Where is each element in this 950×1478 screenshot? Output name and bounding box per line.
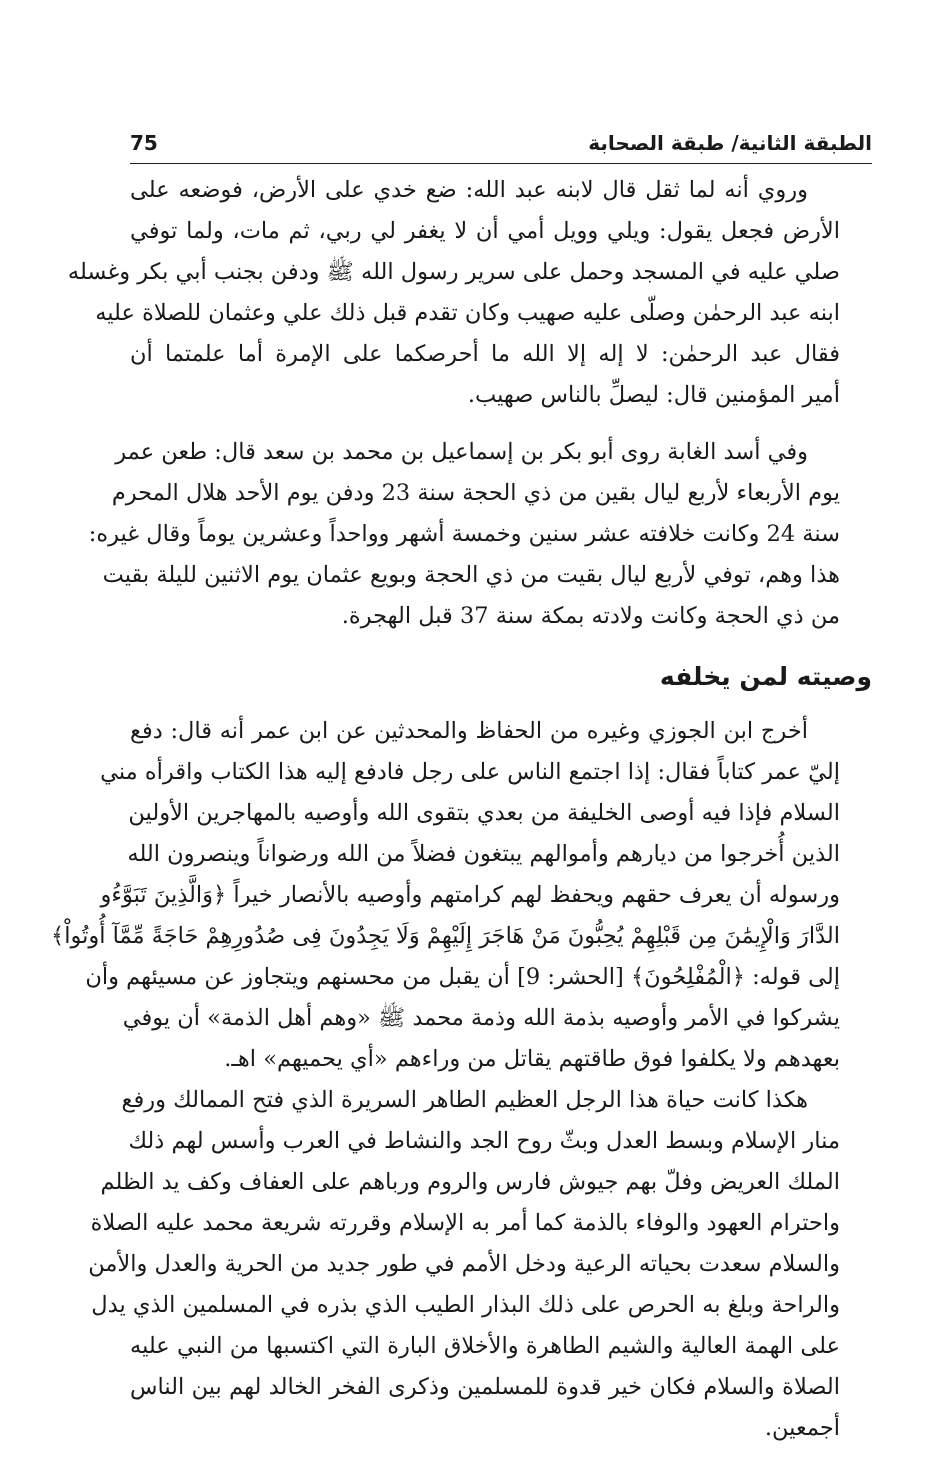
text-line: إليّ عمر كتاباً فقال: إذا اجتمع الناس على رجل فادفع إليه هذا الكتاب واقرأه مني [100, 759, 840, 785]
text-line: إلى قوله: ﴿الْمُفْلِحُونَ﴾ [الحشر: 9] أن يقبل من محسنهم ويتجاوز عن مسيئهم وأن [85, 964, 840, 990]
text-line: أخرج ابن الجوزي وغيره من الحفاظ والمحدثين عن ابن عمر أنه قال: دفع [130, 718, 808, 744]
text-line: واحترام العهود والوفاء بالذمة كما أمر به الإسلام وقررته شريعة محمد عليه الصلاة [90, 1210, 840, 1236]
text-line: وروي أنه لما ثقل قال لابنه عبد الله: ضع خدي على الأرض، فوضعه على [130, 177, 808, 203]
paragraph-3 [51, 711, 872, 1080]
text-line: على الهمة العالية والشيم الطاهرة والأخلاق البارة التي اكتسبها من النبي عليه [130, 1333, 840, 1359]
quran-verse-line: الدَّارَ وَالْإِيمَٰنَ مِن قَبْلِهِمْ يُحِبُّونَ مَنْ هَاجَرَ إِلَيْهِمْ وَلَا يَجِدُونَ فِى صُدُورِهِمْ حَاجَةً مِّمَّآ أُوتُواْ﴾ [51, 923, 840, 949]
text-line: فقال عبد الرحمٰن: لا إله إلا الله ما أحرصكما على الإمرة أما علمتما أن [130, 341, 840, 367]
paragraph-2 [88, 432, 872, 637]
text-line: الأرض فجعل يقول: ويلي وويل أمي أن لا يغفر لي ربي، ثم مات، ولما توفي [130, 218, 840, 244]
text-line: هكذا كانت حياة هذا الرجل العظيم الطاهر السريرة الذي فتح الممالك ورفع [121, 1087, 808, 1113]
paragraph-1 [67, 170, 872, 416]
text-line: السلام فإذا فيه أوصى الخليفة من بعدي بتقوى الله وأوصيه بالمهاجرين الأولين [128, 800, 840, 826]
text-line: سنة 24 وكانت خلافته عشر سنين وخمسة أشهر وواحداً وعشرين يوماً وقال غيره: [88, 521, 840, 547]
text-line: الصلاة والسلام فكان خير قدوة للمسلمين وذكرى الفخر الخالد لهم بين الناس [130, 1374, 840, 1400]
text-line: الملك العريض وفلّ بهم جيوش فارس والروم ورباهم على العفاف وكف يد الظلم [100, 1169, 840, 1195]
text-line: وفي أسد الغابة روى أبو بكر بن إسماعيل بن محمد بن سعد قال: طعن عمر [115, 439, 808, 465]
header-title: الطبقة الثانية/ طبقة الصحابة [588, 131, 872, 155]
text-line: ابنه عبد الرحمٰن وصلّى عليه صهيب وكان تقدم قبل ذلك علي وعثمان للصلاة عليه [95, 300, 840, 326]
paragraph-4 [88, 1080, 872, 1449]
text-line: بعهدهم ولا يكلفوا فوق طاقتهم يقاتل من وراءهم «أي يحميهم» اهـ. [224, 1046, 840, 1072]
text-line: أمير المؤمنين قال: ليصلِّ بالناس صهيب. [467, 382, 840, 408]
text-line: الذين أُخرجوا من ديارهم وأموالهم يبتغون فضلاً من الله ورضواناً وينصرون الله [127, 841, 840, 867]
main-text [51, 170, 872, 1449]
text-line: ورسوله أن يعرف حقهم ويحفظ لهم كرامتهم وأوصيه بالأنصار خيراً ﴿وَالَّذِينَ تَبَوَّءُو [100, 882, 840, 908]
running-header [130, 128, 872, 162]
text-line: أجمعين. [764, 1415, 840, 1441]
text-line: منار الإسلام وبسط العدل وبثّ روح الجد والنشاط في العرب وأسس لهم ذلك [128, 1128, 840, 1154]
header-divider [130, 163, 872, 164]
text-line: والسلام سعدت بحياته الرعية ودخل الأمم في طور جديد من الحرية والعدل والأمن [88, 1251, 840, 1277]
text-line: هذا وهم، توفي لأربع ليال بقيت من ذي الحجة وبويع عثمان يوم الاثنين لليلة بقيت [102, 562, 840, 588]
text-line: والراحة وبلغ به الحرص على ذلك البذار الطيب الذي بذره في المسلمين الذي يدل [91, 1292, 840, 1318]
text-line: من ذي الحجة وكانت ولادته بمكة سنة 37 قبل الهجرة. [341, 603, 840, 629]
text-line: يشركوا في الأمر وأوصيه بذمة الله وذمة محمد ﷺ «وهم أهل الذمة» أن يوفي [122, 1005, 840, 1031]
page-number: 75 [130, 131, 158, 155]
text-line: يوم الأربعاء لأربع ليال بقين من ذي الحجة سنة 23 ودفن يوم الأحد هلال المحرم [111, 480, 840, 506]
text-line: صلي عليه في المسجد وحمل على سرير رسول الله ﷺ ودفن بجنب أبي بكر وغسله [67, 259, 840, 285]
section-heading: وصيته لمن يخلفه [659, 662, 872, 691]
